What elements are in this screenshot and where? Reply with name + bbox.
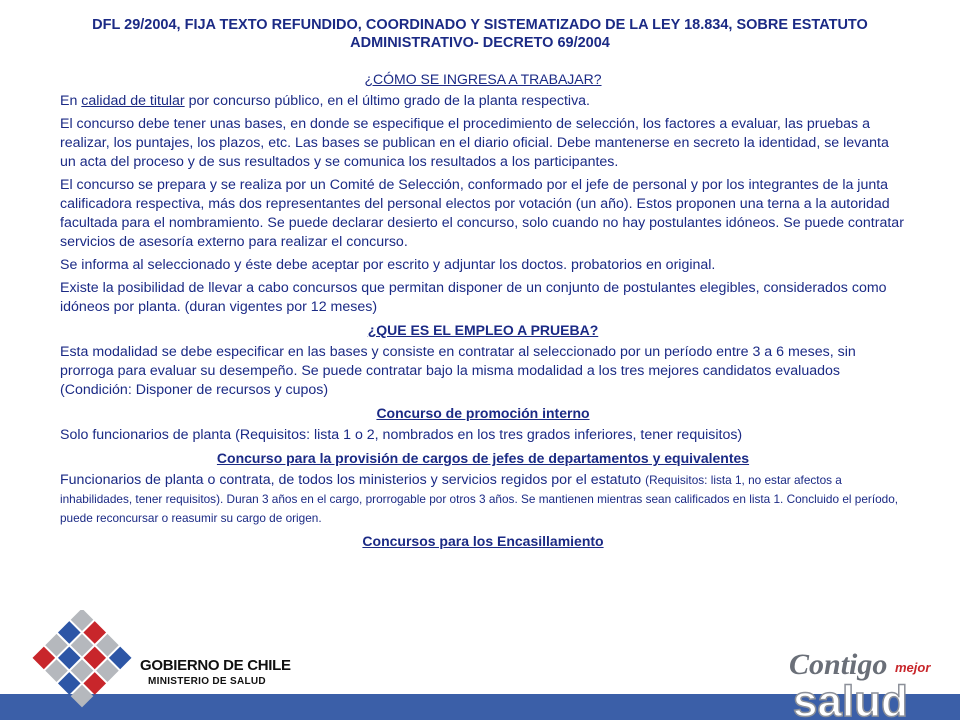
heading-jefes [60,449,906,468]
link-calidad-titular[interactable]: calidad de titular [81,93,185,109]
gobierno-chile-label: GOBIERNO DE CHILE [140,657,291,674]
heading-prueba-text: ¿QUE ES EL EMPLEO A PRUEBA? [367,322,599,338]
paragraph-jefes [60,471,906,528]
paragraph-promocion: Solo funcionarios de planta (Requisitos: lista 1 o 2, nombrados en los tres grados inferiores, tener requisitos) [60,427,743,443]
heading-ingreso-text: ¿CÓMO SE INGRESA A TRABAJAR? [364,71,602,87]
paragraph-elegibles: Existe la posibilidad de llevar a cabo concursos que permitan disponer de un conjunto de postulantes elegibles, considerados como idóneos por planta. (duran vigentes por 12 meses) [60,280,887,315]
heading-encasillamiento-text: Concursos para los Encasillamiento [362,533,604,549]
paragraph-seleccionado: Se informa al seleccionado y éste debe aceptar por escrito y adjuntar los doctos. probatorios en original. [60,257,716,273]
ministerio-salud-label: MINISTERIO DE SALUD [148,676,266,687]
logo-contigo-text: Contigo [789,648,888,681]
paragraph-jefes-small: (Requisitos: lista 1, no estar afectos a inhabilidades, tener requisitos). Duran 3 años en el cargo, prorrogable por otros 3 años. Se mantienen mientras sean calificados en lista 1. Concluido el período, puede reconcursar o reasumir su cargo de origen. [60,473,899,525]
document-body [60,70,906,554]
logo-mejor-text: mejor [895,660,931,675]
heading-promocion [60,404,906,423]
paragraph-jefes-main: Funcionarios de planta o contrata, de todos los ministerios y servicios regidos por el estatuto [60,472,646,488]
contigo-mejor-salud-logo-icon [785,640,945,720]
heading-jefes-text: Concurso para la provisión de cargos de jefes de departamentos y equivalentes [216,450,750,466]
paragraph-prueba: Esta modalidad se debe especificar en las bases y consiste en contratar al seleccionado por un período entre 3 a 6 meses, sin prorroga para evaluar su desempeño. Se puede contratar bajo la misma modalidad a los tres mejores candidatos evaluados (Condición: Disponer de recursos y cupos) [60,344,856,398]
heading-encasillamiento [60,532,906,551]
heading-prueba [60,321,906,340]
heading-ingreso [60,70,906,89]
paragraph-bases: El concurso debe tener unas bases, en donde se especifique el procedimiento de selección, los factores a evaluar, las pruebas a realizar, los puntajes, los plazos, etc. Las bases se publican en el diario oficial. Debe mantenerse en secreto la identidad, se levanta un acta del proceso y de sus resultados y se comunica los resultados a los participantes. [60,116,889,170]
paragraph-comite: El concurso se prepara y se realiza por un Comité de Selección, conformado por el jefe de personal y por los integrantes de la junta calificadora respectiva, más dos representantes del personal electos por votación (un año). Estos proponen una terna a la autoridad facultada para el nombramiento. Se puede declarar desierto el concurso, solo cuando no hay postulantes idóneos. Se puede contratar servicios de asesoría externo para realizar el concurso. [60,177,904,250]
document-title: DFL 29/2004, FIJA TEXTO REFUNDIDO, COORDINADO Y SISTEMATIZADO DE LA LEY 18.834, SOBRE ESTATUTO ADMINISTRATIVO- DECRETO 69/2004 [92,17,868,51]
paragraph-text: por concurso público, en el último grado de la planta respectiva. [184,93,590,109]
paragraph-titular [60,92,906,111]
paragraph-text: En [60,93,82,109]
heading-promocion-text: Concurso de promoción interno [376,405,590,421]
logo-salud-text: salud [793,677,908,720]
